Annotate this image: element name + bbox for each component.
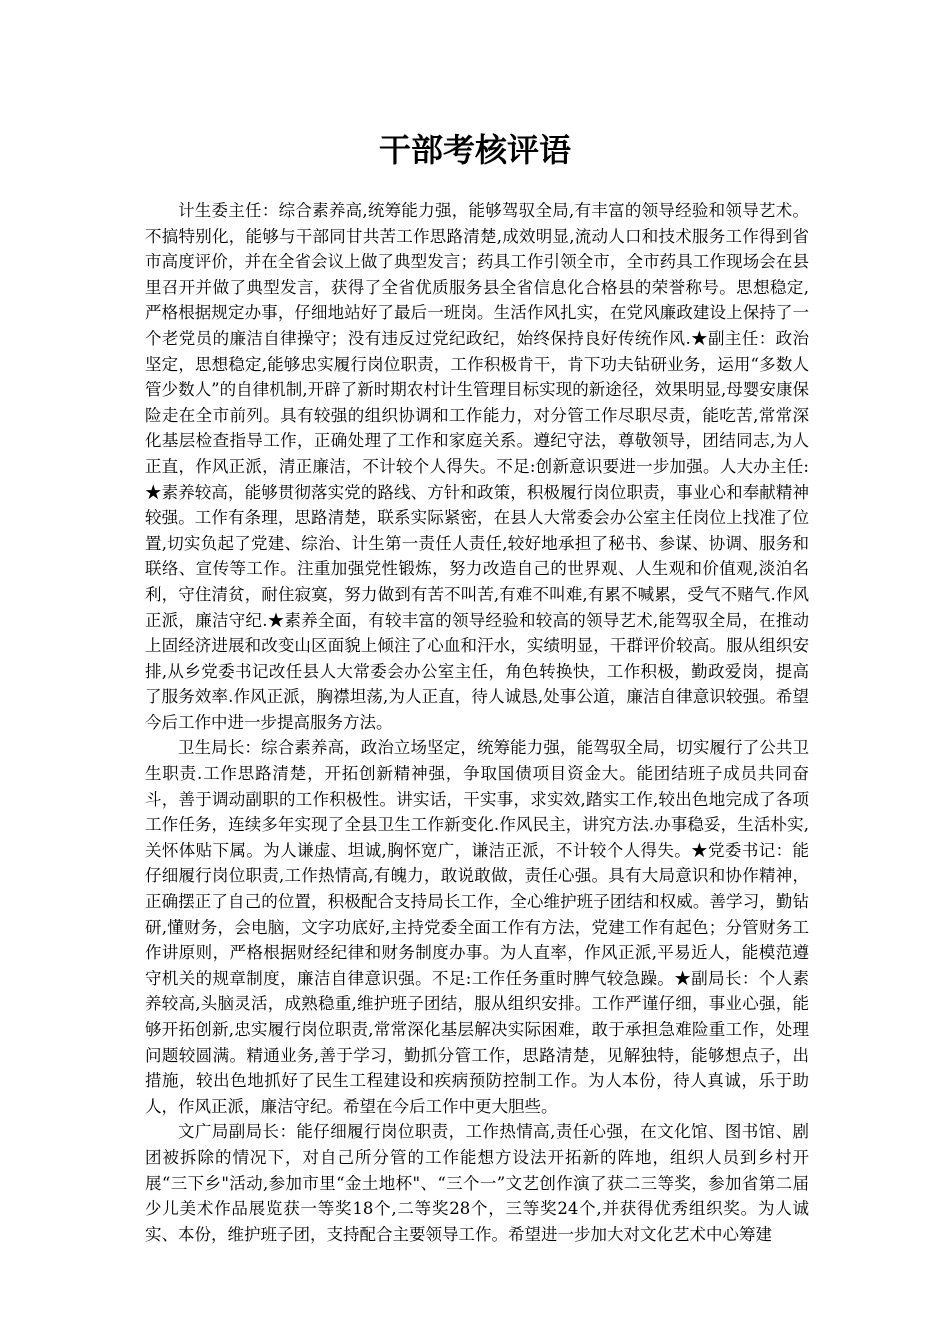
paragraph-culture-bureau: 文广局副局长：能仔细履行岗位职责，工作热情高,责任心强，在文化馆、图书馆、剧团被拆除的情况下，对自己所分管的工作能想方设法开拓新的阵地，组织人员到乡村开展“三下乡"活动,参加市里“金土地杯"、“三个一”文艺创作演了获二三等奖，参加省第二届少儿美术作品展览获一等奖18个,二等奖28个，三等奖24个,并获得优秀组织奖。为人诚实、本份，维护班子团，支持配合主要领导工作。希望进一步加大对文化艺术中心筹建 <box>145 1122 809 1244</box>
paragraph-health-bureau: 卫生局长：综合素养高，政治立场坚定，统筹能力强，能驾驭全局，切实履行了公共卫生职责.工作思路清楚，开拓创新精神强，争取国债项目资金大。能团结班子成员共同奋斗，善于调动副职的工作积极性。讲实话，干实事，求实效,踏实工作,较出色地完成了各项工作任务，连续多年实现了全县卫生工作新变化.作风民主，讲究方法.办事稳妥，生活朴实,关怀体贴下属。为人谦虚、坦诚,胸怀宽广，谦洁正派，不计较个人得失。★党委书记：能仔细履行岗位职责,工作热情高,有魄力，敢说敢做，责任心强。具有大局意识和协作精神，正确摆正了自己的位置，积极配合支持局长工作，全心维护班子团结和权威。善学习，勤钻研,懂财务，会电脑，文字功底好,主持党委全面工作有方法，党建工作有起色；分管财务工作讲原则，严格根据财经纪律和财务制度办事。为人直率，作风正派,平易近人，能模范遵守机关的规章制度，廉洁自律意识强。不足:工作任务重时脾气较急躁。★副局长：个人素养较高,头脑灵活，成熟稳重,维护班子团结，服从组织安排。工作严谨仔细，事业心强，能够开拓创新,忠实履行岗位职责,常常深化基层解决实际困难，敢于承担急难险重工作，处理问题较圆满。精通业务,善于学习，勤抓分管工作，思路清楚，见解独特，能够想点子，出措施，较出色地抓好了民生工程建设和疾病预防控制工作。为人本份，待人真诚，乐于助人，作风正派，廉洁守纪。希望在今后工作中更大胆些。 <box>145 738 809 1116</box>
paragraph-family-planning: 计生委主任：综合素养高,统筹能力强，能够驾驭全局,有丰富的领导经验和领导艺术。不搞特别化，能够与干部同甘共苦工作思路清楚,成效明显,流动人口和技术服务工作得到省市高度评价，并在全省会议上做了典型发言；药具工作引领全市，全市药具工作现场会在县里召开并做了典型发言，获得了全省优质服务县全省信息化合格县的荣誉称号。思想稳定,严格根据规定办事，仔细地站好了最后一班岗。生活作风扎实，在党风廉政建设上保持了一个老党员的廉洁自律操守；没有违反过党纪政纪，始终保持良好传统作风.★副主任：政治坚定，思想稳定,能够忠实履行岗位职责，工作积极肯干，肯下功夫钻研业务，运用“多数人管少数人”的自律机制,开辟了新时期农村计生管理目标实现的新途径，效果明显,母婴安康保险走在全市前列。具有较强的组织协调和工作能力，对分管工作尽职尽责，能吃苦,常常深化基层检查指导工作，正确处理了工作和家庭关系。遵纪守法，尊敬领导，团结同志,为人正直，作风正派，清正廉洁，不计较个人得失。不足:创新意识要进一步加强。人大办主任:★素养较高，能够贯彻落实党的路线、方针和政策，积极履行岗位职责，事业心和奉献精神较强。工作有条理，思路清楚，联系实际紧密，在县人大常委会办公室主任岗位上找准了位置,切实负起了党建、综治、计生第一责任人责任,较好地承担了秘书、参谋、协调、服务和联络、宣传等工作。注重加强党性锻炼，努力改造自己的世界观、人生观和价值观,淡泊名利，守住清贫，耐住寂寞，努力做到有苦不叫苦,有难不叫难,有累不喊累，受气不赌气.作风正派，廉洁守纪.★素养全面，有较丰富的领导经验和较高的领导艺术,能驾驭全局，在推动上固经济进展和改变山区面貌上倾注了心血和汗水，实绩明显，干群评价较高。服从组织安排,从乡党委书记改任县人大常委会办公室主任，角色转换快，工作积极，勤政爱岗，提高了服务效率.作风正派，胸襟坦荡,为人正直，待人诚恳,处事公道，廉洁自律意识较强。希望今后工作中进一步提高服务方法。 <box>145 201 809 732</box>
document-title: 干部考核评语 <box>378 131 571 169</box>
document-body <box>145 198 809 1247</box>
